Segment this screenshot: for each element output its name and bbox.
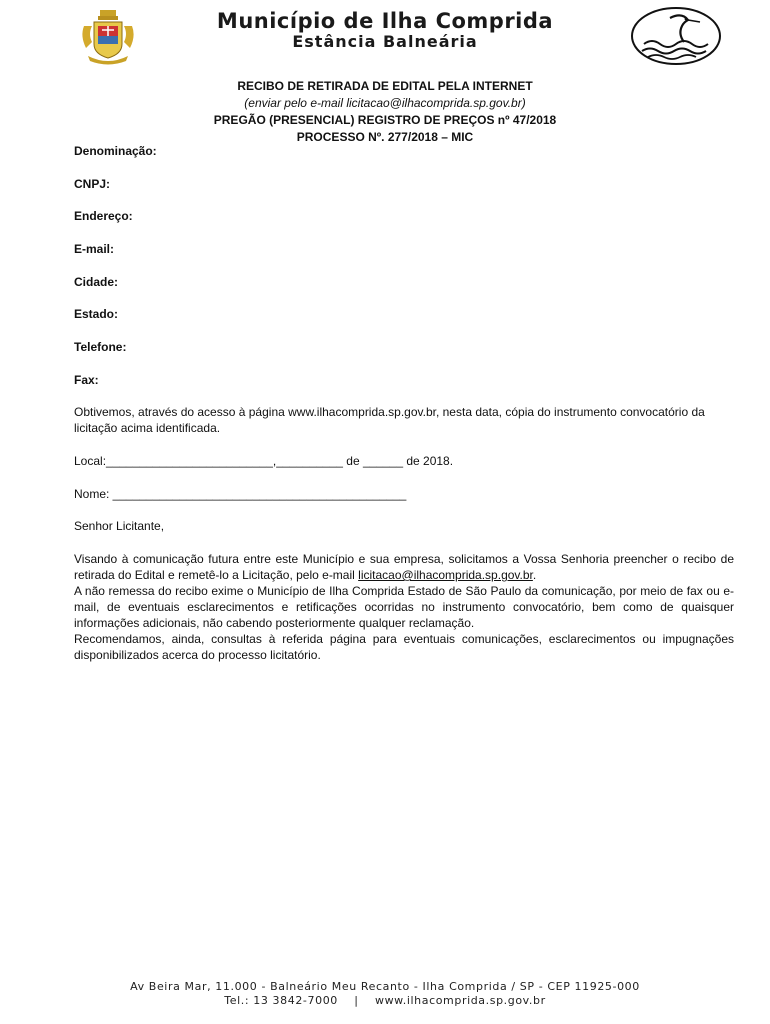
field-cnpj: CNPJ: xyxy=(74,176,111,191)
notice-paragraph-3: Recomendamos, ainda, consultas à referida página para eventuais comunicações, esclarecimentos ou impugnações disponibilizados acerca do processo licitatório. xyxy=(74,632,734,662)
municipality-subtitle: Estância Balneária xyxy=(292,32,478,51)
obtivemos-paragraph: Obtivemos, através do acesso à página www.ilhacomprida.sp.gov.br, nesta data, cópia do instrumento convocatório da licitação acima identificada. xyxy=(74,405,705,435)
footer-contact: Tel.: 13 3842-7000 | www.ilhacomprida.sp.gov.br xyxy=(224,994,546,1007)
field-estado: Estado: xyxy=(74,307,119,322)
footer xyxy=(0,980,770,1008)
notice-email-link[interactable]: licitacao@ilhacomprida.sp.gov.br xyxy=(358,568,533,582)
letterhead xyxy=(0,0,770,75)
salutation: Senhor Licitante, xyxy=(74,519,165,533)
notice-p1-text: Visando à comunicação futura entre este Município e sua empresa, solicitamos a Vossa Senhoria preencher o recibo de retirada do Edital e remetê-lo a Licitação, pelo e-mail xyxy=(74,552,734,582)
form-fields xyxy=(74,143,734,405)
municipality-name: Município de Ilha Comprida xyxy=(216,9,554,33)
notice-p1-end: . xyxy=(532,568,537,582)
field-endereco: Endereço: xyxy=(74,209,133,224)
notice-paragraph-2: A não remessa do recibo exime o Município de Ilha Comprida Estado de São Paulo da comunicação, por meio de fax ou e-mail, de eventuais esclarecimentos e retificações ocorridas no instrumento convocatório, bem como de quaisquer informações adicionais, não cabendo posteriormente qualquer reclamação. xyxy=(74,584,734,630)
document-title: RECIBO DE RETIRADA DE EDITAL PELA INTERNET xyxy=(237,79,533,93)
nome-line: Nome: ____________________________________________ xyxy=(74,487,407,501)
heron-logo-icon xyxy=(630,6,722,66)
document-instruction: (enviar pelo e-mail licitacao@ilhacomprida.sp.gov.br) xyxy=(244,96,526,110)
document-heading xyxy=(0,78,770,146)
notice-text xyxy=(74,551,734,663)
pregao-number: PREGÃO (PRESENCIAL) REGISTRO DE PREÇOS nº 47/2018 xyxy=(213,113,557,127)
field-denominacao: Denominação: xyxy=(74,144,157,158)
field-cidade: Cidade: xyxy=(74,274,119,289)
processo-number: PROCESSO Nº. 277/2018 – MIC xyxy=(296,130,474,144)
coat-of-arms-icon xyxy=(78,8,138,66)
local-line: Local:_________________________,__________ de ______ de 2018. xyxy=(74,454,454,468)
field-telefone: Telefone: xyxy=(74,340,127,355)
field-fax: Fax: xyxy=(74,372,99,387)
field-email: E-mail: xyxy=(74,242,115,257)
footer-address: Av Beira Mar, 11.000 - Balneário Meu Recanto - Ilha Comprida / SP - CEP 11925-000 xyxy=(130,980,640,993)
notice-paragraph-1 xyxy=(74,551,734,583)
